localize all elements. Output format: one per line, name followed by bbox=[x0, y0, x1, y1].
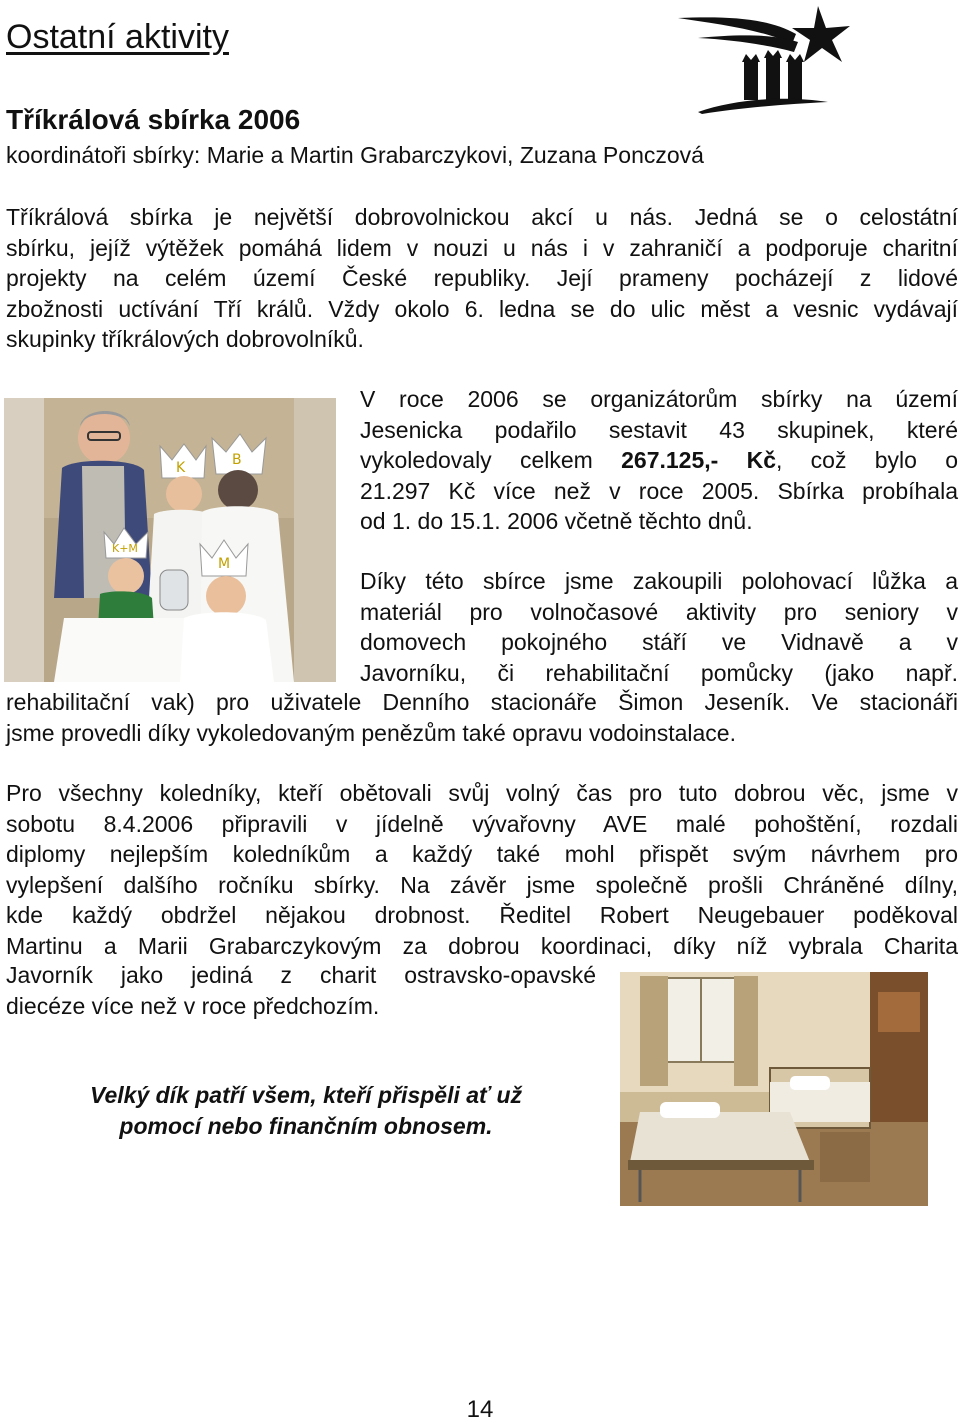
three-kings-logo bbox=[668, 4, 858, 114]
text-line: jsme provedli díky vykoledovaným penězům také opravu vodoinstalace. bbox=[6, 719, 736, 746]
carolers-photo bbox=[4, 398, 336, 682]
comet-star-icon bbox=[668, 4, 858, 114]
text-line: 21.297 Kč více než v roce 2005. Sbírka probíhala bbox=[360, 477, 958, 504]
coordinators-line: koordinátoři sbírky: Marie a Martin Grabarczykovi, Zuzana Ponczová bbox=[6, 142, 704, 168]
page-number: 14 bbox=[466, 1396, 494, 1423]
text-line: Javorníku, či rehabilitační pomůcky (jako např. bbox=[360, 659, 958, 686]
purchases-paragraph bbox=[360, 566, 958, 688]
text-line: od 1. do 15.1. 2006 včetně těchto dnů. bbox=[360, 508, 753, 534]
text-line bbox=[360, 445, 958, 476]
text-line: domovech pokojného stáří ve Vidnavě a v bbox=[360, 629, 958, 655]
thank-you-line: pomocí nebo finančním obnosem. bbox=[119, 1113, 493, 1139]
text-line: diplomy nejlepším koledníkům a každý také mohl přispět svým návrhem pro bbox=[6, 841, 958, 867]
text-line: sobotu 8.4.2006 připravili v jídelně vývařovny AVE malé pohoštění, rozdali bbox=[6, 810, 958, 837]
thanks-event-paragraph bbox=[6, 778, 958, 961]
text-line: kde každý obdržel nějakou drobnost. Ředitel Robert Neugebauer poděkoval bbox=[6, 902, 958, 928]
text-line: materiál pro volnočasové aktivity pro seniory v bbox=[360, 598, 958, 625]
thank-you-line: Velký dík patří všem, kteří přispěli ať už bbox=[89, 1082, 522, 1108]
text-line: Díky této sbírce jsme zakoupili polohovací lůžka a bbox=[360, 568, 958, 594]
text-line: Pro všechny koledníky, kteří obětovali svůj volný čas pro tuto dobrou věc, jsme v bbox=[6, 780, 958, 806]
text-line: Javorník jako jediná z charit ostravsko-opavské bbox=[6, 962, 596, 988]
text-line: projekty na celém území České republiky. Její prameny pocházejí z lidové bbox=[6, 265, 958, 291]
crown-letter: K bbox=[176, 460, 186, 476]
text-line: V roce 2006 se organizátorům sbírky na území bbox=[360, 386, 958, 412]
collection-result-paragraph bbox=[360, 384, 958, 537]
text-line: zbožnosti uctívání Tří králů. Vždy okolo 6. ledna se do ulic měst a vesnic vydávají bbox=[6, 295, 958, 322]
crown-letter: M bbox=[218, 556, 231, 572]
text-line: rehabilitační vak) pro uživatele Denního stacionáře Šimon Jeseník. Ve stacionáři bbox=[6, 689, 958, 715]
beds-room-photo bbox=[620, 972, 928, 1206]
text-line: sbírku, jejíž výtěžek pomáhá lidem v nouzi u nás i v zahraničí a podporuje charitní bbox=[6, 234, 958, 261]
thanks-event-paragraph-continued bbox=[6, 960, 596, 1021]
section-heading: Tříkrálová sbírka 2006 bbox=[6, 104, 301, 135]
text-line: Tříkrálová sbírka je největší dobrovolnickou akcí u nás. Jedná se o celostátní bbox=[6, 204, 958, 230]
crown-letter: K+M bbox=[112, 542, 138, 555]
text-line: Martinu a Marii Grabarczykovým za dobrou koordinaci, díky níž vybrala Charita bbox=[6, 932, 958, 959]
crown-letter: B bbox=[232, 452, 242, 468]
text-line: vylepšení dalšího ročníku sbírky. Na závěr jsme společně prošli Chráněné dílny, bbox=[6, 871, 958, 898]
text-line: skupinky tříkrálových dobrovolníků. bbox=[6, 326, 364, 352]
text-segment: , což bylo o bbox=[775, 447, 959, 473]
page-title: Ostatní aktivity bbox=[6, 18, 229, 56]
purchases-paragraph-continued bbox=[6, 687, 958, 748]
text-segment: vykoledovaly celkem bbox=[360, 447, 622, 473]
intro-paragraph bbox=[6, 202, 958, 355]
collected-amount: 267.125,- Kč bbox=[621, 447, 776, 473]
thank-you-note bbox=[6, 1080, 606, 1142]
text-line: diecéze více než v roce předchozím. bbox=[6, 992, 380, 1019]
text-line: Jesenicka podařilo sestavit 43 skupinek, které bbox=[360, 416, 958, 443]
